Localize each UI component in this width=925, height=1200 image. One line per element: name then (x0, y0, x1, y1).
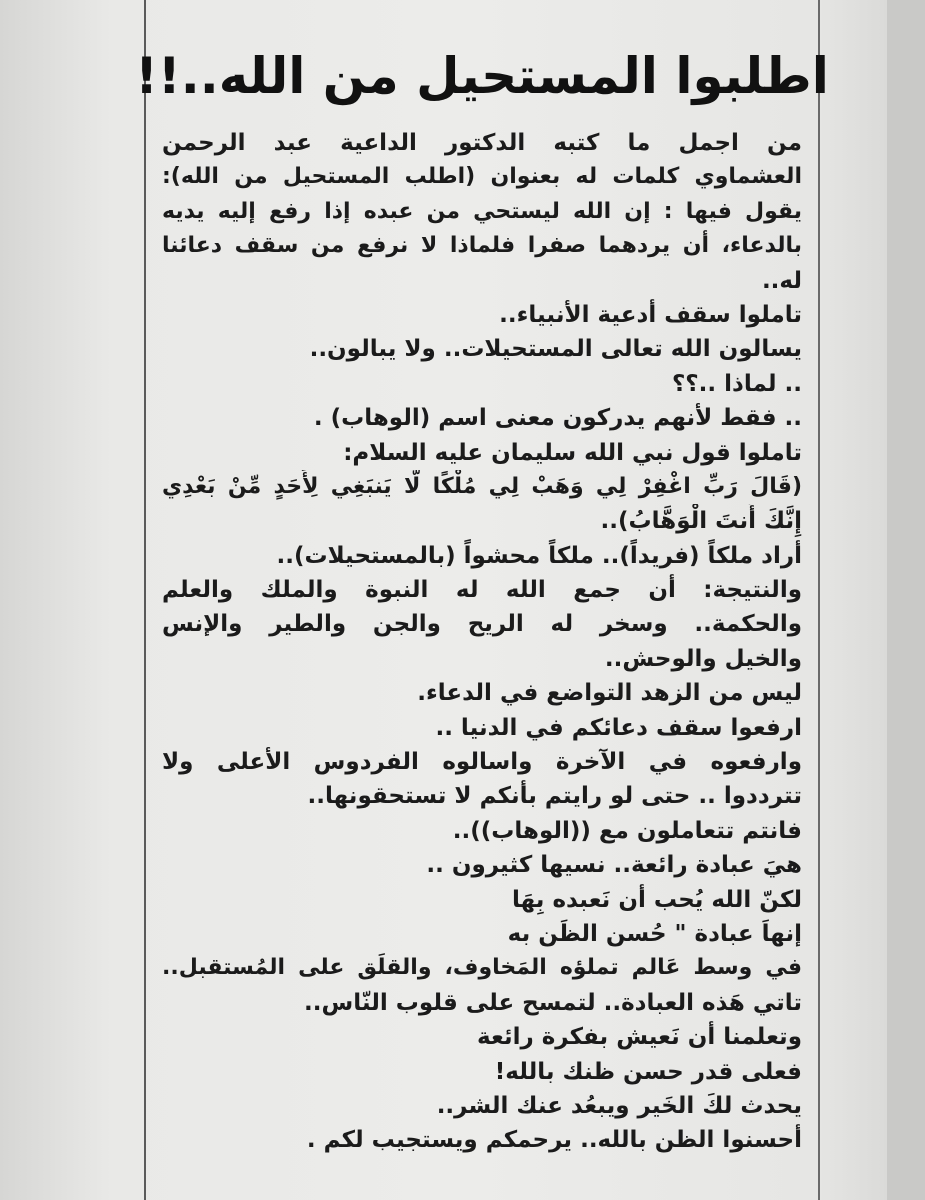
text-line: والنتيجة: أن جمع الله له النبوة والملك والعلم (162, 577, 802, 604)
article-body (162, 126, 802, 1158)
page-margin (887, 0, 925, 1200)
quran-verse-line: إِنَّكَ أَنتَ الْوَهَّابُ).. (600, 508, 802, 535)
text-line: والخيل والوحش.. (604, 645, 802, 672)
text-line: تاملوا قول نبي الله سليمان عليه السلام: (343, 439, 802, 466)
text-line: ارفعوا سقف دعائكم في الدنيا .. (435, 714, 802, 741)
text-line: يقول فيها : إن الله ليستحي من عبده إذا رفع إليه يديه (162, 198, 802, 224)
text-line: تترددوا .. حتى لو رايتم بأنكم لا تستحقونها.. (307, 783, 802, 810)
text-line: العشماوي كلمات له بعنوان (اطلب المستحيل من الله): (162, 164, 802, 190)
text-line: من اجمل ما كتبه الدكتور الداعية عبد الرحمن (162, 130, 802, 156)
text-line: له.. (761, 267, 802, 294)
quran-verse-line: (قَالَ رَبِّ اغْفِرْ لِي وَهَبْ لِي مُلْكًا لَّا يَنبَغِي لِأَحَدٍ مِّنْ بَعْدِي (162, 473, 802, 499)
text-line: أحسنوا الظن بالله.. يرحمكم ويستجيب لكم . (306, 1127, 802, 1154)
text-line: .. لماذا ..؟؟ (671, 370, 802, 397)
text-line: إنهاَ عبادة " حُسن الظَن به (507, 920, 802, 947)
text-line: هيَ عبادة رائعة.. نسيها كثيرون .. (426, 852, 802, 879)
text-line: أراد ملكاً (فريداً).. ملكاً محشواً (بالمستحيلات).. (276, 542, 802, 569)
text-line: في وسط عَالم تملؤه المَخاوف، والقلَق على المُستقبل.. (162, 955, 802, 981)
text-line: بالدعاء، أن يردهما صفرا فلماذا لا نرفع من سقف دعائنا (162, 233, 802, 259)
text-line: تاملوا سقف أدعية الأنبياء.. (499, 301, 802, 328)
text-line: تاتي هَذه العبادة.. لتمسح على قلوب النّاس.. (304, 989, 802, 1016)
text-line: والحكمة.. وسخر له الريح والجن والطير والإنس (162, 611, 802, 638)
text-line: لكنّ الله يُحب أن نَعبده بِهَا (511, 886, 802, 913)
text-line: يحدث لكَ الخَير ويبعُد عنك الشر.. (436, 1092, 802, 1119)
article-title: اطلبوا المستحيل من الله..!! (135, 47, 829, 105)
text-line: ليس من الزهد التواضع في الدعاء. (417, 680, 802, 707)
text-line: وتعلمنا أن نَعيش بفكرة رائعة (477, 1024, 802, 1051)
text-line: يسالون الله تعالى المستحيلات.. ولا يبالون.. (309, 336, 802, 363)
text-line: فعلى قدر حسن ظنك بالله! (494, 1058, 802, 1085)
text-line: فانتم تتعاملون مع ((الوهاب)).. (452, 817, 802, 844)
text-line: .. فقط لأنهم يدركون معنى اسم (الوهاب) . (313, 405, 802, 432)
text-line: وارفعوه في الآخرة واسالوه الفردوس الأعلى ولا (162, 749, 802, 776)
